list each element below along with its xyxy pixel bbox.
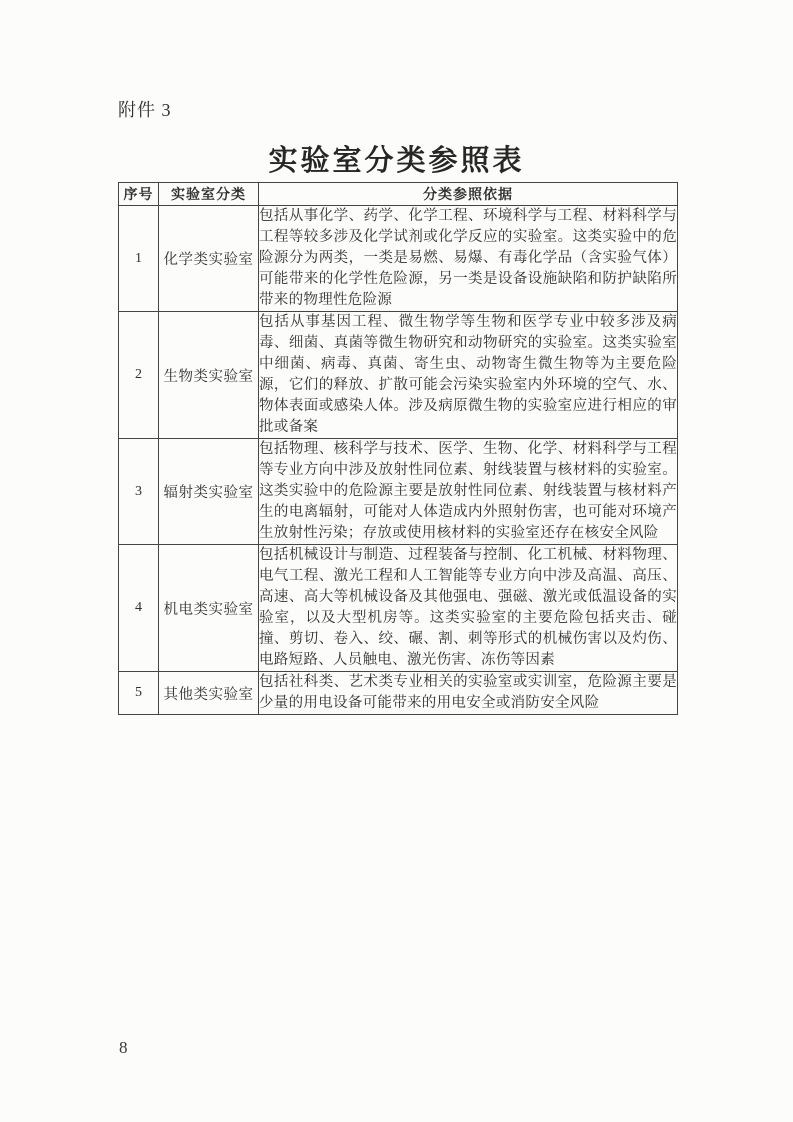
row-number-cell: 2 bbox=[119, 312, 159, 439]
attachment-label: 附件 3 bbox=[118, 100, 172, 120]
row-number-cell: 1 bbox=[119, 206, 159, 312]
category-cell: 其他类实验室 bbox=[159, 672, 259, 715]
header-cell-basis: 分类参照依据 bbox=[259, 183, 678, 206]
table-row bbox=[119, 312, 678, 439]
basis-cell: 包括社科类、艺术类专业相关的实验室或实训室，危险源主要是少量的用电设备可能带来的用电安全或消防安全风险 bbox=[259, 672, 678, 715]
table-row bbox=[119, 672, 678, 715]
row-number-cell: 3 bbox=[119, 439, 159, 545]
category-cell: 辐射类实验室 bbox=[159, 439, 259, 545]
table-row bbox=[119, 545, 678, 672]
table-row bbox=[119, 439, 678, 545]
page-title: 实验室分类参照表 bbox=[268, 145, 525, 177]
page-number: 8 bbox=[119, 1038, 128, 1057]
category-cell: 机电类实验室 bbox=[159, 545, 259, 672]
header-cell-category: 实验室分类 bbox=[159, 183, 259, 206]
table-header-row bbox=[119, 183, 678, 206]
basis-cell: 包括物理、核科学与技术、医学、生物、化学、材料科学与工程等专业方向中涉及放射性同位素、射线装置与核材料的实验室。这类实验中的危险源主要是放射性同位素、射线装置与核材料产生的电离辐射，可能对人体造成内外照射伤害，也可能对环境产生放射性污染；存放或使用核材料的实验室还存在核安全风险 bbox=[259, 439, 678, 545]
header-cell-no: 序号 bbox=[119, 183, 159, 206]
category-cell: 生物类实验室 bbox=[159, 312, 259, 439]
basis-cell: 包括从事基因工程、微生物学等生物和医学专业中较多涉及病毒、细菌、真菌等微生物研究和动物研究的实验室。这类实验室中细菌、病毒、真菌、寄生虫、动物寄生微生物等为主要危险源，它们的释放、扩散可能会污染实验室内外环境的空气、水、物体表面或感染人体。涉及病原微生物的实验室应进行相应的审批或备案 bbox=[259, 312, 678, 439]
classification-table bbox=[118, 182, 678, 715]
row-number-cell: 5 bbox=[119, 672, 159, 715]
table-row bbox=[119, 206, 678, 312]
basis-cell: 包括机械设计与制造、过程装备与控制、化工机械、材料物理、电气工程、激光工程和人工智能等专业方向中涉及高温、高压、高速、高大等机械设备及其他强电、强磁、激光或低温设备的实验室，以及大型机房等。这类实验室的主要危险包括夹击、碰撞、剪切、卷入、绞、碾、割、刺等形式的机械伤害以及灼伤、电路短路、人员触电、激光伤害、冻伤等因素 bbox=[259, 545, 678, 672]
row-number-cell: 4 bbox=[119, 545, 159, 672]
basis-cell: 包括从事化学、药学、化学工程、环境科学与工程、材料科学与工程等较多涉及化学试剂或化学反应的实验室。这类实验中的危险源分为两类，一类是易燃、易爆、有毒化学品（含实验气体）可能带来的化学性危险源，另一类是设备设施缺陷和防护缺陷所带来的物理性危险源 bbox=[259, 206, 678, 312]
category-cell: 化学类实验室 bbox=[159, 206, 259, 312]
